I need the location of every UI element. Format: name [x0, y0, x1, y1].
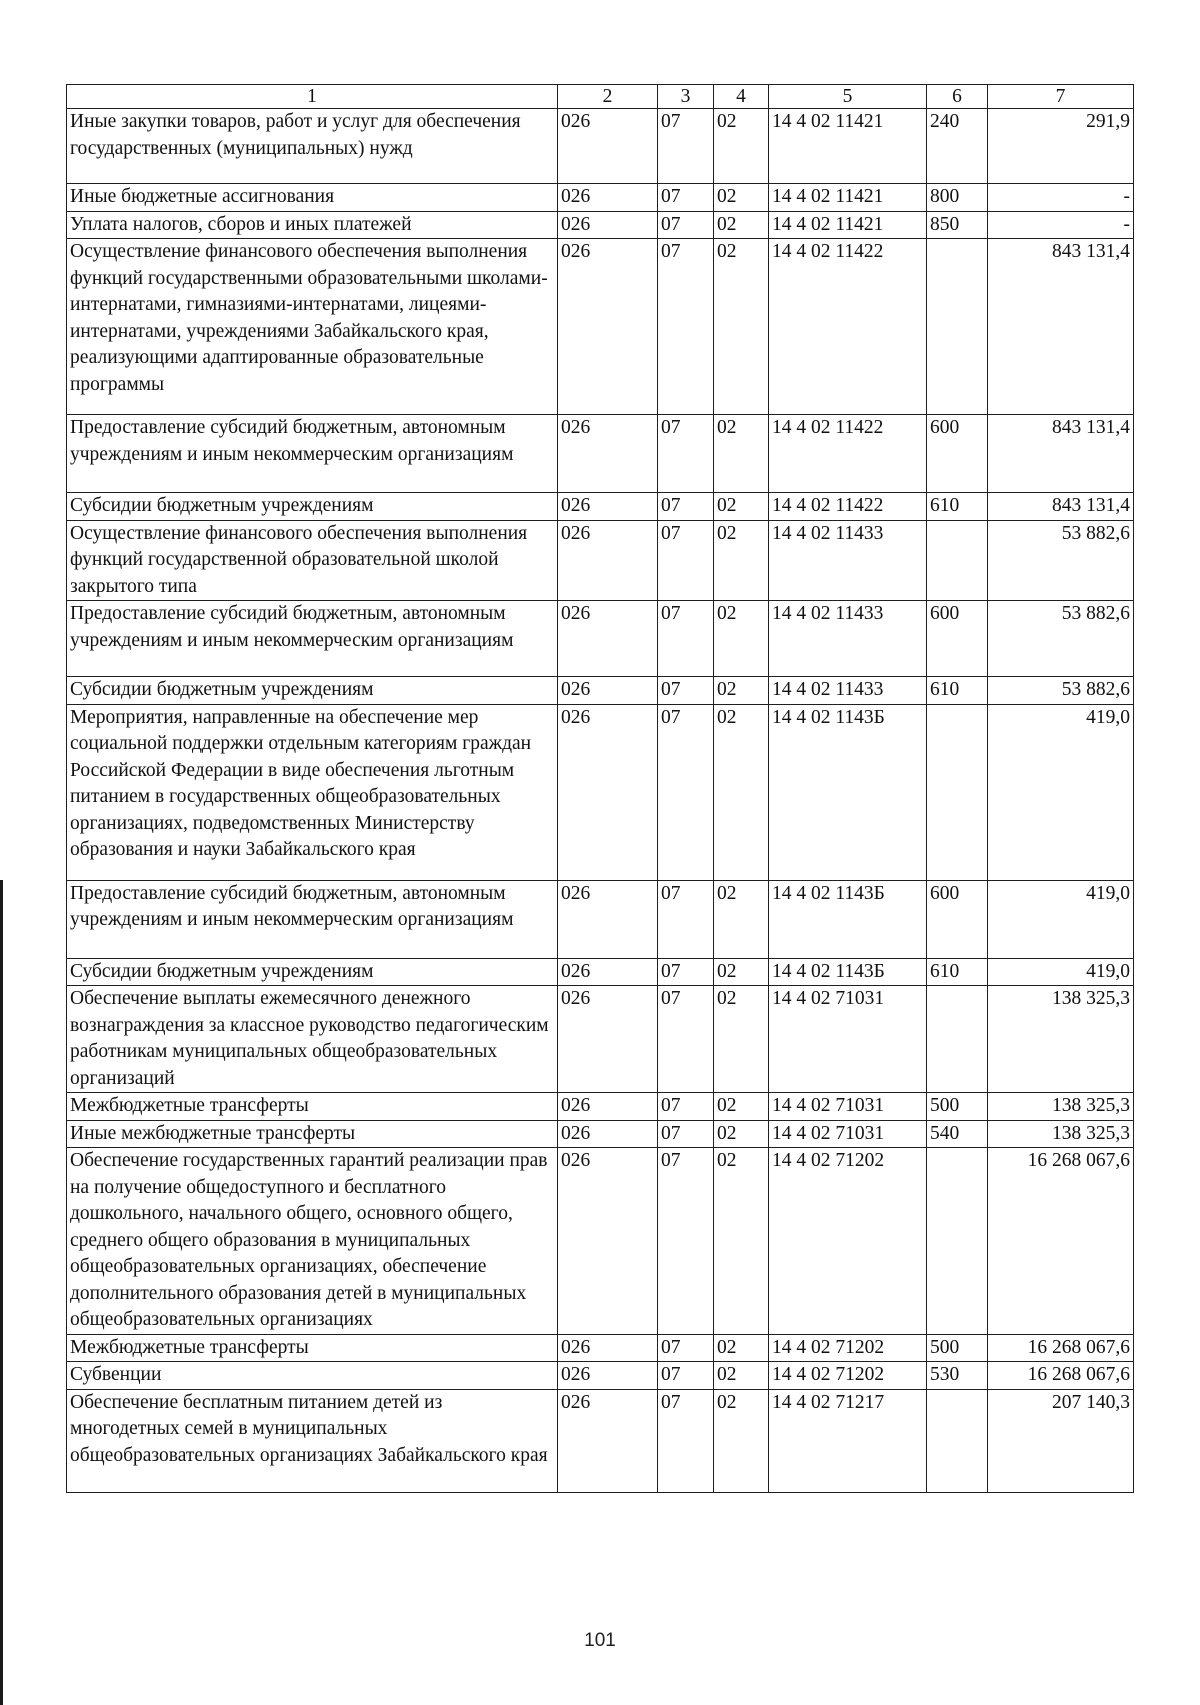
row-target-cell: 14 4 02 11421: [769, 211, 927, 239]
row-subsection-cell: 02: [714, 704, 769, 880]
row-code-cell: 026: [558, 1148, 658, 1335]
row-type-cell: [927, 986, 988, 1093]
row-code-cell: 026: [558, 184, 658, 212]
row-code-cell: 026: [558, 1093, 658, 1121]
row-section-cell: 07: [658, 880, 714, 958]
row-section-cell: 07: [658, 211, 714, 239]
row-name-cell: Иные бюджетные ассигнования: [67, 184, 558, 212]
row-subsection-cell: 02: [714, 1148, 769, 1335]
table-row: [67, 880, 1134, 958]
header-col-4: 4: [714, 85, 769, 109]
table-row: [67, 211, 1134, 239]
row-amount-cell: 53 882,6: [988, 677, 1134, 705]
row-target-cell: 14 4 02 11422: [769, 415, 927, 493]
page-number: 101: [584, 1630, 616, 1651]
row-type-cell: 610: [927, 493, 988, 521]
table-row: [67, 1148, 1134, 1335]
table-body: [67, 109, 1134, 1493]
row-section-cell: 07: [658, 704, 714, 880]
table-row: [67, 704, 1134, 880]
row-name-cell: Предоставление субсидий бюджетным, автономным учреждениям и иным некоммерческим организациям: [67, 601, 558, 677]
row-section-cell: 07: [658, 239, 714, 415]
header-col-1: 1: [67, 85, 558, 109]
table-row: [67, 1389, 1134, 1492]
header-col-5: 5: [769, 85, 927, 109]
row-name-cell: Иные межбюджетные трансферты: [67, 1120, 558, 1148]
row-code-cell: 026: [558, 601, 658, 677]
row-amount-cell: 843 131,4: [988, 493, 1134, 521]
row-subsection-cell: 02: [714, 986, 769, 1093]
row-section-cell: 07: [658, 601, 714, 677]
row-amount-cell: 138 325,3: [988, 1120, 1134, 1148]
row-amount-cell: 419,0: [988, 704, 1134, 880]
row-type-cell: 610: [927, 958, 988, 986]
table-row: [67, 1120, 1134, 1148]
row-subsection-cell: 02: [714, 211, 769, 239]
row-name-cell: Уплата налогов, сборов и иных платежей: [67, 211, 558, 239]
row-amount-cell: 138 325,3: [988, 986, 1134, 1093]
row-code-cell: 026: [558, 704, 658, 880]
row-type-cell: 600: [927, 880, 988, 958]
row-amount-cell: 291,9: [988, 109, 1134, 184]
table-row: [67, 493, 1134, 521]
row-code-cell: 026: [558, 211, 658, 239]
row-section-cell: 07: [658, 677, 714, 705]
row-type-cell: [927, 520, 988, 601]
row-target-cell: 14 4 02 71031: [769, 1120, 927, 1148]
table-row: [67, 986, 1134, 1093]
row-code-cell: 026: [558, 1362, 658, 1390]
row-code-cell: 026: [558, 239, 658, 415]
row-subsection-cell: 02: [714, 415, 769, 493]
row-amount-cell: -: [988, 211, 1134, 239]
row-section-cell: 07: [658, 415, 714, 493]
row-section-cell: 07: [658, 184, 714, 212]
row-amount-cell: 16 268 067,6: [988, 1148, 1134, 1335]
row-target-cell: 14 4 02 11422: [769, 239, 927, 415]
row-type-cell: 500: [927, 1334, 988, 1362]
table-row: [67, 520, 1134, 601]
row-target-cell: 14 4 02 71031: [769, 1093, 927, 1121]
table-row: [67, 601, 1134, 677]
row-amount-cell: 207 140,3: [988, 1389, 1134, 1492]
table-row: [67, 239, 1134, 415]
row-target-cell: 14 4 02 71217: [769, 1389, 927, 1492]
row-section-cell: 07: [658, 986, 714, 1093]
table-row: [67, 415, 1134, 493]
row-code-cell: 026: [558, 1334, 658, 1362]
row-type-cell: 240: [927, 109, 988, 184]
row-type-cell: 610: [927, 677, 988, 705]
row-name-cell: Обеспечение государственных гарантий реализации прав на получение общедоступного и бесплатного дошкольного, начального общего, основного общего, среднего общего образования в муниципальных общеобразовательных организациях, обеспечение дополнительного образования детей в муниципальных общеобразовательных организациях: [67, 1148, 558, 1335]
row-amount-cell: 843 131,4: [988, 415, 1134, 493]
row-amount-cell: 16 268 067,6: [988, 1362, 1134, 1390]
row-subsection-cell: 02: [714, 1334, 769, 1362]
row-code-cell: 026: [558, 880, 658, 958]
row-subsection-cell: 02: [714, 493, 769, 521]
row-target-cell: 14 4 02 11433: [769, 520, 927, 601]
row-target-cell: 14 4 02 1143Б: [769, 704, 927, 880]
table-row: [67, 1093, 1134, 1121]
row-subsection-cell: 02: [714, 239, 769, 415]
row-type-cell: 600: [927, 601, 988, 677]
row-name-cell: Осуществление финансового обеспечения выполнения функций государственными образовательными школами-интернатами, гимназиями-интернатами, лицеями-интернатами, учреждениями Забайкальского края, реализующими адаптированные образовательные программы: [67, 239, 558, 415]
row-name-cell: Субсидии бюджетным учреждениям: [67, 493, 558, 521]
row-name-cell: Предоставление субсидий бюджетным, автономным учреждениям и иным некоммерческим организациям: [67, 415, 558, 493]
row-name-cell: Субвенции: [67, 1362, 558, 1390]
row-section-cell: 07: [658, 1362, 714, 1390]
table-row: [67, 677, 1134, 705]
header-col-2: 2: [558, 85, 658, 109]
row-target-cell: 14 4 02 71202: [769, 1362, 927, 1390]
row-type-cell: [927, 704, 988, 880]
row-code-cell: 026: [558, 1389, 658, 1492]
row-target-cell: 14 4 02 11433: [769, 677, 927, 705]
row-type-cell: 850: [927, 211, 988, 239]
scan-left-edge: [0, 880, 3, 1705]
row-type-cell: 600: [927, 415, 988, 493]
row-amount-cell: 419,0: [988, 880, 1134, 958]
row-section-cell: 07: [658, 1120, 714, 1148]
row-amount-cell: -: [988, 184, 1134, 212]
table-row: [67, 109, 1134, 184]
row-target-cell: 14 4 02 1143Б: [769, 880, 927, 958]
budget-table: [66, 84, 1134, 1493]
header-col-6: 6: [927, 85, 988, 109]
row-target-cell: 14 4 02 11421: [769, 184, 927, 212]
row-section-cell: 07: [658, 958, 714, 986]
row-amount-cell: 419,0: [988, 958, 1134, 986]
row-name-cell: Межбюджетные трансферты: [67, 1093, 558, 1121]
row-type-cell: [927, 1389, 988, 1492]
row-type-cell: 540: [927, 1120, 988, 1148]
header-row: [67, 85, 1134, 109]
row-code-cell: 026: [558, 520, 658, 601]
row-target-cell: 14 4 02 11421: [769, 109, 927, 184]
row-name-cell: Мероприятия, направленные на обеспечение мер социальной поддержки отдельным категориям граждан Российской Федерации в виде обеспечения льготным питанием в государственных общеобразовательных организациях, подведомственных Министерству образования и науки Забайкальского края: [67, 704, 558, 880]
row-name-cell: Осуществление финансового обеспечения выполнения функций государственной образовательной школой закрытого типа: [67, 520, 558, 601]
row-subsection-cell: 02: [714, 1389, 769, 1492]
row-subsection-cell: 02: [714, 1093, 769, 1121]
row-target-cell: 14 4 02 11433: [769, 601, 927, 677]
row-section-cell: 07: [658, 1093, 714, 1121]
row-name-cell: Субсидии бюджетным учреждениям: [67, 677, 558, 705]
row-target-cell: 14 4 02 71031: [769, 986, 927, 1093]
table-row: [67, 184, 1134, 212]
row-type-cell: [927, 239, 988, 415]
row-section-cell: 07: [658, 1389, 714, 1492]
row-name-cell: Обеспечение выплаты ежемесячного денежного вознаграждения за классное руководство педагогическим работникам муниципальных общеобразовательных организаций: [67, 986, 558, 1093]
row-name-cell: Обеспечение бесплатным питанием детей из многодетных семей в муниципальных общеобразовательных организациях Забайкальского края: [67, 1389, 558, 1492]
row-subsection-cell: 02: [714, 958, 769, 986]
row-amount-cell: 16 268 067,6: [988, 1334, 1134, 1362]
row-subsection-cell: 02: [714, 601, 769, 677]
row-amount-cell: 843 131,4: [988, 239, 1134, 415]
row-code-cell: 026: [558, 958, 658, 986]
header-col-3: 3: [658, 85, 714, 109]
row-subsection-cell: 02: [714, 677, 769, 705]
row-type-cell: 800: [927, 184, 988, 212]
row-subsection-cell: 02: [714, 520, 769, 601]
row-amount-cell: 138 325,3: [988, 1093, 1134, 1121]
row-code-cell: 026: [558, 109, 658, 184]
row-type-cell: [927, 1148, 988, 1335]
row-section-cell: 07: [658, 109, 714, 184]
row-code-cell: 026: [558, 415, 658, 493]
row-section-cell: 07: [658, 493, 714, 521]
row-amount-cell: 53 882,6: [988, 520, 1134, 601]
row-amount-cell: 53 882,6: [988, 601, 1134, 677]
row-subsection-cell: 02: [714, 184, 769, 212]
header-col-7: 7: [988, 85, 1134, 109]
row-subsection-cell: 02: [714, 880, 769, 958]
row-type-cell: 530: [927, 1362, 988, 1390]
row-target-cell: 14 4 02 1143Б: [769, 958, 927, 986]
row-code-cell: 026: [558, 1120, 658, 1148]
row-target-cell: 14 4 02 71202: [769, 1148, 927, 1335]
table-row: [67, 1334, 1134, 1362]
table-row: [67, 1362, 1134, 1390]
row-name-cell: Иные закупки товаров, работ и услуг для обеспечения государственных (муниципальных) нужд: [67, 109, 558, 184]
row-name-cell: Субсидии бюджетным учреждениям: [67, 958, 558, 986]
row-subsection-cell: 02: [714, 1362, 769, 1390]
row-section-cell: 07: [658, 520, 714, 601]
row-section-cell: 07: [658, 1148, 714, 1335]
row-subsection-cell: 02: [714, 109, 769, 184]
row-target-cell: 14 4 02 11422: [769, 493, 927, 521]
row-name-cell: Предоставление субсидий бюджетным, автономным учреждениям и иным некоммерческим организациям: [67, 880, 558, 958]
row-code-cell: 026: [558, 677, 658, 705]
row-code-cell: 026: [558, 986, 658, 1093]
table-header: [67, 85, 1134, 109]
row-type-cell: 500: [927, 1093, 988, 1121]
row-name-cell: Межбюджетные трансферты: [67, 1334, 558, 1362]
row-section-cell: 07: [658, 1334, 714, 1362]
row-target-cell: 14 4 02 71202: [769, 1334, 927, 1362]
row-code-cell: 026: [558, 493, 658, 521]
row-subsection-cell: 02: [714, 1120, 769, 1148]
table-row: [67, 958, 1134, 986]
